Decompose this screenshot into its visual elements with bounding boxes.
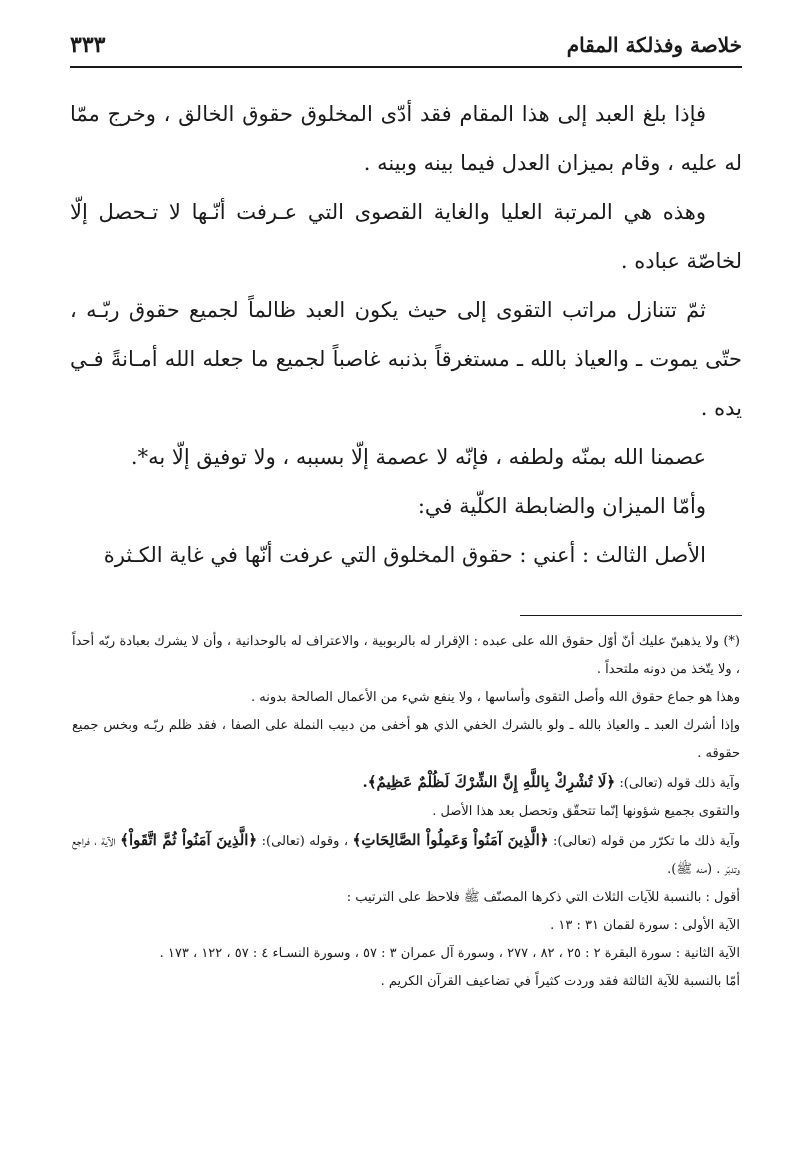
paragraph-6: الأصل الثالث : أعني : حقوق المخلوق التي عرفت أنّها في غاية الكـثرة [103,543,706,567]
footnote-8: الآية الأولى : سورة لقمان ٣١ : ١٣ . [550,918,740,933]
footnote-4 [72,768,740,798]
footnote-3: وإذا أشرك العبد ـ والعياذ بالله ـ ولو بالشرك الخفي الذي هو أخفى من دبيب النملة على الصفا ، فقد ظلم ربّـه وبخس جميع حقوقه . [72,718,740,761]
footnote-2: وهذا هو جماع حقوق الله وأصل التقوى وأساسها ، ولا ينفع شيء من الأعمال الصالحة بدونه . [250,690,740,705]
quran-verse: ﴿لَا تُشْرِكْ بِاللَّهِ إِنَّ الشِّرْكَ لَظُلْمٌ عَظِيمٌ﴾. [362,773,616,791]
footnote-4-prefix: وآية ذلك قوله (تعالى): [619,776,740,791]
footnote-divider [520,615,742,616]
footnote-10: أمّا بالنسبة للآية الثالثة فقد وردت كثيراً في تضاعيف القرآن الكريم . [380,974,740,989]
page-header [70,28,742,62]
footnote-6 [72,826,740,884]
paragraph-3: ثمّ تتنازل مراتب التقوى إلى حيث يكون العبد ظالماً لجميع حقوق ربّـه ، حتّى يموت ـ والعياذ بالله ـ مستغرقاً بذنبه غاصباً لجميع ما جعله الله أمـانةً فـي يده . [70,298,742,420]
header-divider [70,66,742,68]
quran-verse: ﴿الَّذِينَ آمَنُواْ وَعَمِلُواْ الصَّالِحَاتِ﴾ [352,831,549,849]
footnote-1: (*) ولا يذهبنّ عليك أنّ أوّل حقوق الله على عبده : الإقرار له بالربوبية ، والاعتراف له بالوحدانية ، وأن لا يشرك بعبادة ربّه أحداً ، ولا يتّخذ من دونه ملتحداً . [72,634,740,677]
footnote-6-prefix: وآية ذلك ما تكرّر من قوله (تعالى): [553,834,740,849]
page-number: ٣٣٣ [70,32,106,58]
footnotes [72,628,740,996]
paragraph-4: عصمنا الله بمنّه ولطفه ، فإنّه لا عصمة إلّا بسببه ، ولا توفيق إلّا به*. [130,445,706,469]
paragraph-5: وأمّا الميزان والضابطة الكلّية في: [417,494,706,518]
footnote-7: أقول : بالنسبة للآيات الثلاث التي ذكرها المصنّف ﷺ فلاحظ على الترتيب : [346,890,740,905]
running-title: خلاصة وفذلكة المقام [566,33,742,57]
quran-verse: ﴿الَّذِينَ آمَنُواْ ثُمَّ اتَّقَواْ﴾ [120,831,258,849]
paragraph-2: وهذه هي المرتبة العليا والغاية القصوى التي عـرفت أنّـها لا تـحصل إلّا لخاصّة عباده . [70,200,742,273]
footnote-6-suffix: الآية ، فراجع وتدبّر . (منه ﷺ). [72,834,740,877]
main-text [70,90,742,580]
footnote-9: الآية الثانية : سورة البقرة ٢ : ٢٥ ، ٨٢ ، ٢٧٧ ، وسورة آل عمران ٣ : ٥٧ ، وسورة النسـاء ٤ : ٥٧ ، ١٢٢ ، ١٧٣ . [159,946,740,961]
footnote-6-mid: ، وقوله (تعالى): [261,834,349,849]
footnote-5: والتقوى بجميع شؤونها إنّما تتحقّق وتحصل بعد هذا الأصل . [432,804,740,819]
paragraph-1: فإذا بلغ العبد إلى هذا المقام فقد أدّى المخلوق حقوق الخالق ، وخرج ممّا له عليه ، وقام بميزان العدل فيما بينه وبينه . [70,102,742,175]
